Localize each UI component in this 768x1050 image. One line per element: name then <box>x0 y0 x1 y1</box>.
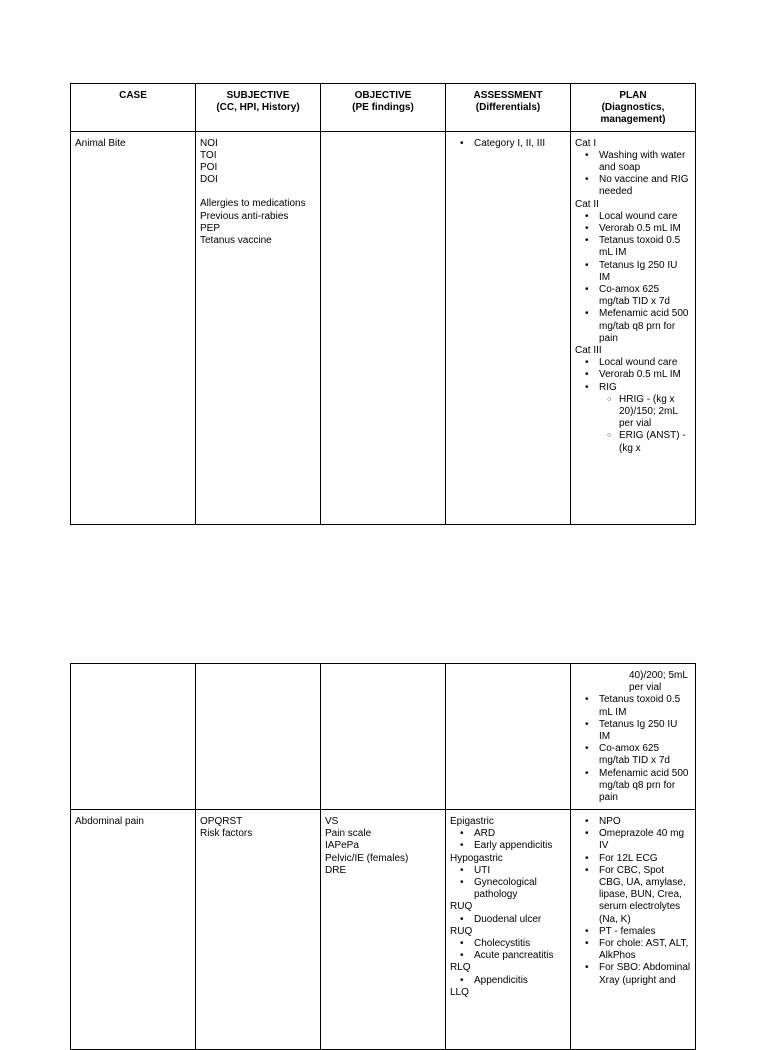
header-subjective-line1: SUBJECTIVE <box>226 90 290 101</box>
abdominal-pain-objective-list <box>325 816 441 877</box>
differential-item: • Cholecystitis <box>474 938 566 950</box>
plan-item: • Verorab 0.5 mL IM <box>599 369 691 381</box>
plan-item: • Omeprazole 40 mg IV <box>599 828 691 852</box>
plan-item: • For 12L ECG <box>599 853 691 865</box>
region-label: RLQ <box>450 962 471 974</box>
objective-item: IAPePa <box>325 840 359 852</box>
objective-item: DRE <box>325 864 347 876</box>
animal-bite-subjective-list <box>200 138 316 248</box>
subjective-item: Risk factors <box>200 828 253 840</box>
header-case <box>71 84 196 132</box>
abdominal-pain-assessment-cell <box>446 810 571 1050</box>
plan-item: • For chole: AST, ALT, AlkPhos <box>599 938 691 962</box>
header-plan-line3: management) <box>600 114 666 126</box>
plan-item: • Tetanus toxoid 0.5 mL IM <box>599 694 691 718</box>
header-objective-line2: (PE findings) <box>352 102 414 114</box>
subjective-item: TOI <box>200 149 217 161</box>
header-assessment-line1: ASSESSMENT <box>473 90 543 101</box>
plan-item: • Tetanus toxoid 0.5 mL IM <box>599 235 691 259</box>
hypogastric-list <box>450 865 566 902</box>
objective-item: Pelvic/IE (females) <box>325 852 409 864</box>
header-objective <box>321 84 446 132</box>
region-label: RUQ <box>450 901 473 913</box>
ruq2-list <box>450 938 566 962</box>
epigastric-list <box>450 828 566 852</box>
plan-item: • Tetanus Ig 250 IU IM <box>599 260 691 284</box>
spacer <box>200 186 316 198</box>
plan-item: • Mefenamic acid 500 mg/tab q8 prn for pain <box>599 308 691 345</box>
subjective-item: PEP <box>200 222 221 234</box>
assessment-item: • Category I, II, III <box>474 138 566 150</box>
plan-item: • No vaccine and RIG needed <box>599 174 691 198</box>
plan-item: • Co-amox 625 mg/tab TID x 7d <box>599 284 691 308</box>
subjective-item: Allergies to medications <box>200 198 306 210</box>
header-plan-line1: PLAN <box>619 90 647 101</box>
region-label: LLQ <box>450 986 469 998</box>
animal-bite-plan-cell <box>571 131 696 524</box>
plan-item: • Washing with water and soap <box>599 150 691 174</box>
plan-continued-text: 40)/200; 5mL per vial <box>629 670 688 694</box>
differential-item: • Appendicitis <box>474 975 566 987</box>
header-subjective <box>196 84 321 132</box>
differential-item: • ARD <box>474 828 566 840</box>
subjective-item: Tetanus vaccine <box>200 235 272 247</box>
header-assessment <box>446 84 571 132</box>
plan-item: • Mefenamic acid 500 mg/tab q8 prn for pain <box>599 768 691 805</box>
soap-table-page-1 <box>70 83 696 525</box>
subjective-item: Previous anti-rabies <box>200 210 289 222</box>
plan-cat1-list <box>575 150 691 199</box>
header-plan-line2: (Diagnostics, <box>601 102 665 114</box>
plan-category-label: Cat III <box>575 345 602 357</box>
rig-subitem: ○ HRIG - (kg x 20)/150; 2mL per vial <box>619 394 691 431</box>
continuation-plan-list <box>575 694 691 804</box>
abdominal-pain-subjective-cell <box>196 810 321 1050</box>
animal-bite-assessment-cell <box>446 131 571 524</box>
plan-item: • Verorab 0.5 mL IM <box>599 223 691 235</box>
differential-item: • Acute pancreatitis <box>474 950 566 962</box>
plan-item: • NPO <box>599 816 691 828</box>
rlq-list <box>450 975 566 987</box>
ruq1-list <box>450 914 566 926</box>
assessment-list <box>450 138 566 150</box>
continuation-plan-cell <box>571 664 696 810</box>
plan-cat2-list <box>575 211 691 345</box>
objective-item: VS <box>325 816 339 827</box>
rig-subitem: ○ ERIG (ANST) - (kg x <box>619 430 691 454</box>
region-label: Hypogastric <box>450 852 503 864</box>
soap-table-page-2 <box>70 663 696 1050</box>
region-label: Epigastric <box>450 816 494 827</box>
animal-bite-subjective-cell <box>196 131 321 524</box>
subjective-item: POI <box>200 162 218 174</box>
plan-cat3-list <box>575 357 691 455</box>
abdominal-pain-plan-cell <box>571 810 696 1050</box>
plan-item: • Co-amox 625 mg/tab TID x 7d <box>599 743 691 767</box>
subjective-item: OPQRST <box>200 816 243 827</box>
abdominal-pain-objective-cell <box>321 810 446 1050</box>
differential-item: • Gynecological pathology <box>474 877 566 901</box>
animal-bite-case-cell <box>71 131 196 524</box>
case-name: Abdominal pain <box>75 816 144 827</box>
plan-item: • Local wound care <box>599 211 691 223</box>
header-assessment-line2: (Differentials) <box>475 102 541 114</box>
abdominal-plan-list <box>575 816 691 987</box>
row-animal-bite <box>71 131 696 524</box>
rig-label: RIG <box>599 381 617 393</box>
header-case-text: CASE <box>119 90 147 101</box>
header-row <box>71 84 696 132</box>
continuation-subjective-cell <box>196 664 321 810</box>
differential-item: • Early appendicitis <box>474 840 566 852</box>
continuation-assessment-cell <box>446 664 571 810</box>
differential-item: • Duodenal ulcer <box>474 914 566 926</box>
plan-item: • Tetanus Ig 250 IU IM <box>599 719 691 743</box>
header-plan <box>571 84 696 132</box>
row-continuation <box>71 664 696 810</box>
plan-item-rig <box>599 382 691 455</box>
animal-bite-objective-cell <box>321 131 446 524</box>
subjective-item: NOI <box>200 137 218 149</box>
header-subjective-line2: (CC, HPI, History) <box>216 102 300 114</box>
abdominal-pain-case-cell <box>71 810 196 1050</box>
differential-item: • UTI <box>474 865 566 877</box>
header-objective-line1: OBJECTIVE <box>354 90 412 101</box>
plan-item: • For CBC, Spot CBG, UA, amylase, lipase, BUN, Crea, serum electrolytes (Na, K) <box>599 865 691 926</box>
plan-category-label: Cat II <box>575 198 599 210</box>
region-label: RUQ <box>450 925 473 937</box>
continuation-case-cell <box>71 664 196 810</box>
plan-item: • Local wound care <box>599 357 691 369</box>
plan-item: • For SBO: Abdominal Xray (upright and <box>599 962 691 986</box>
objective-item: Pain scale <box>325 828 372 840</box>
row-abdominal-pain <box>71 810 696 1050</box>
case-name: Animal Bite <box>75 137 126 149</box>
continuation-objective-cell <box>321 664 446 810</box>
plan-category-label: Cat I <box>575 137 597 149</box>
plan-item: • PT - females <box>599 926 691 938</box>
subjective-item: DOI <box>200 174 218 186</box>
abdominal-pain-subjective-list <box>200 816 316 840</box>
rig-sublist <box>599 394 691 455</box>
